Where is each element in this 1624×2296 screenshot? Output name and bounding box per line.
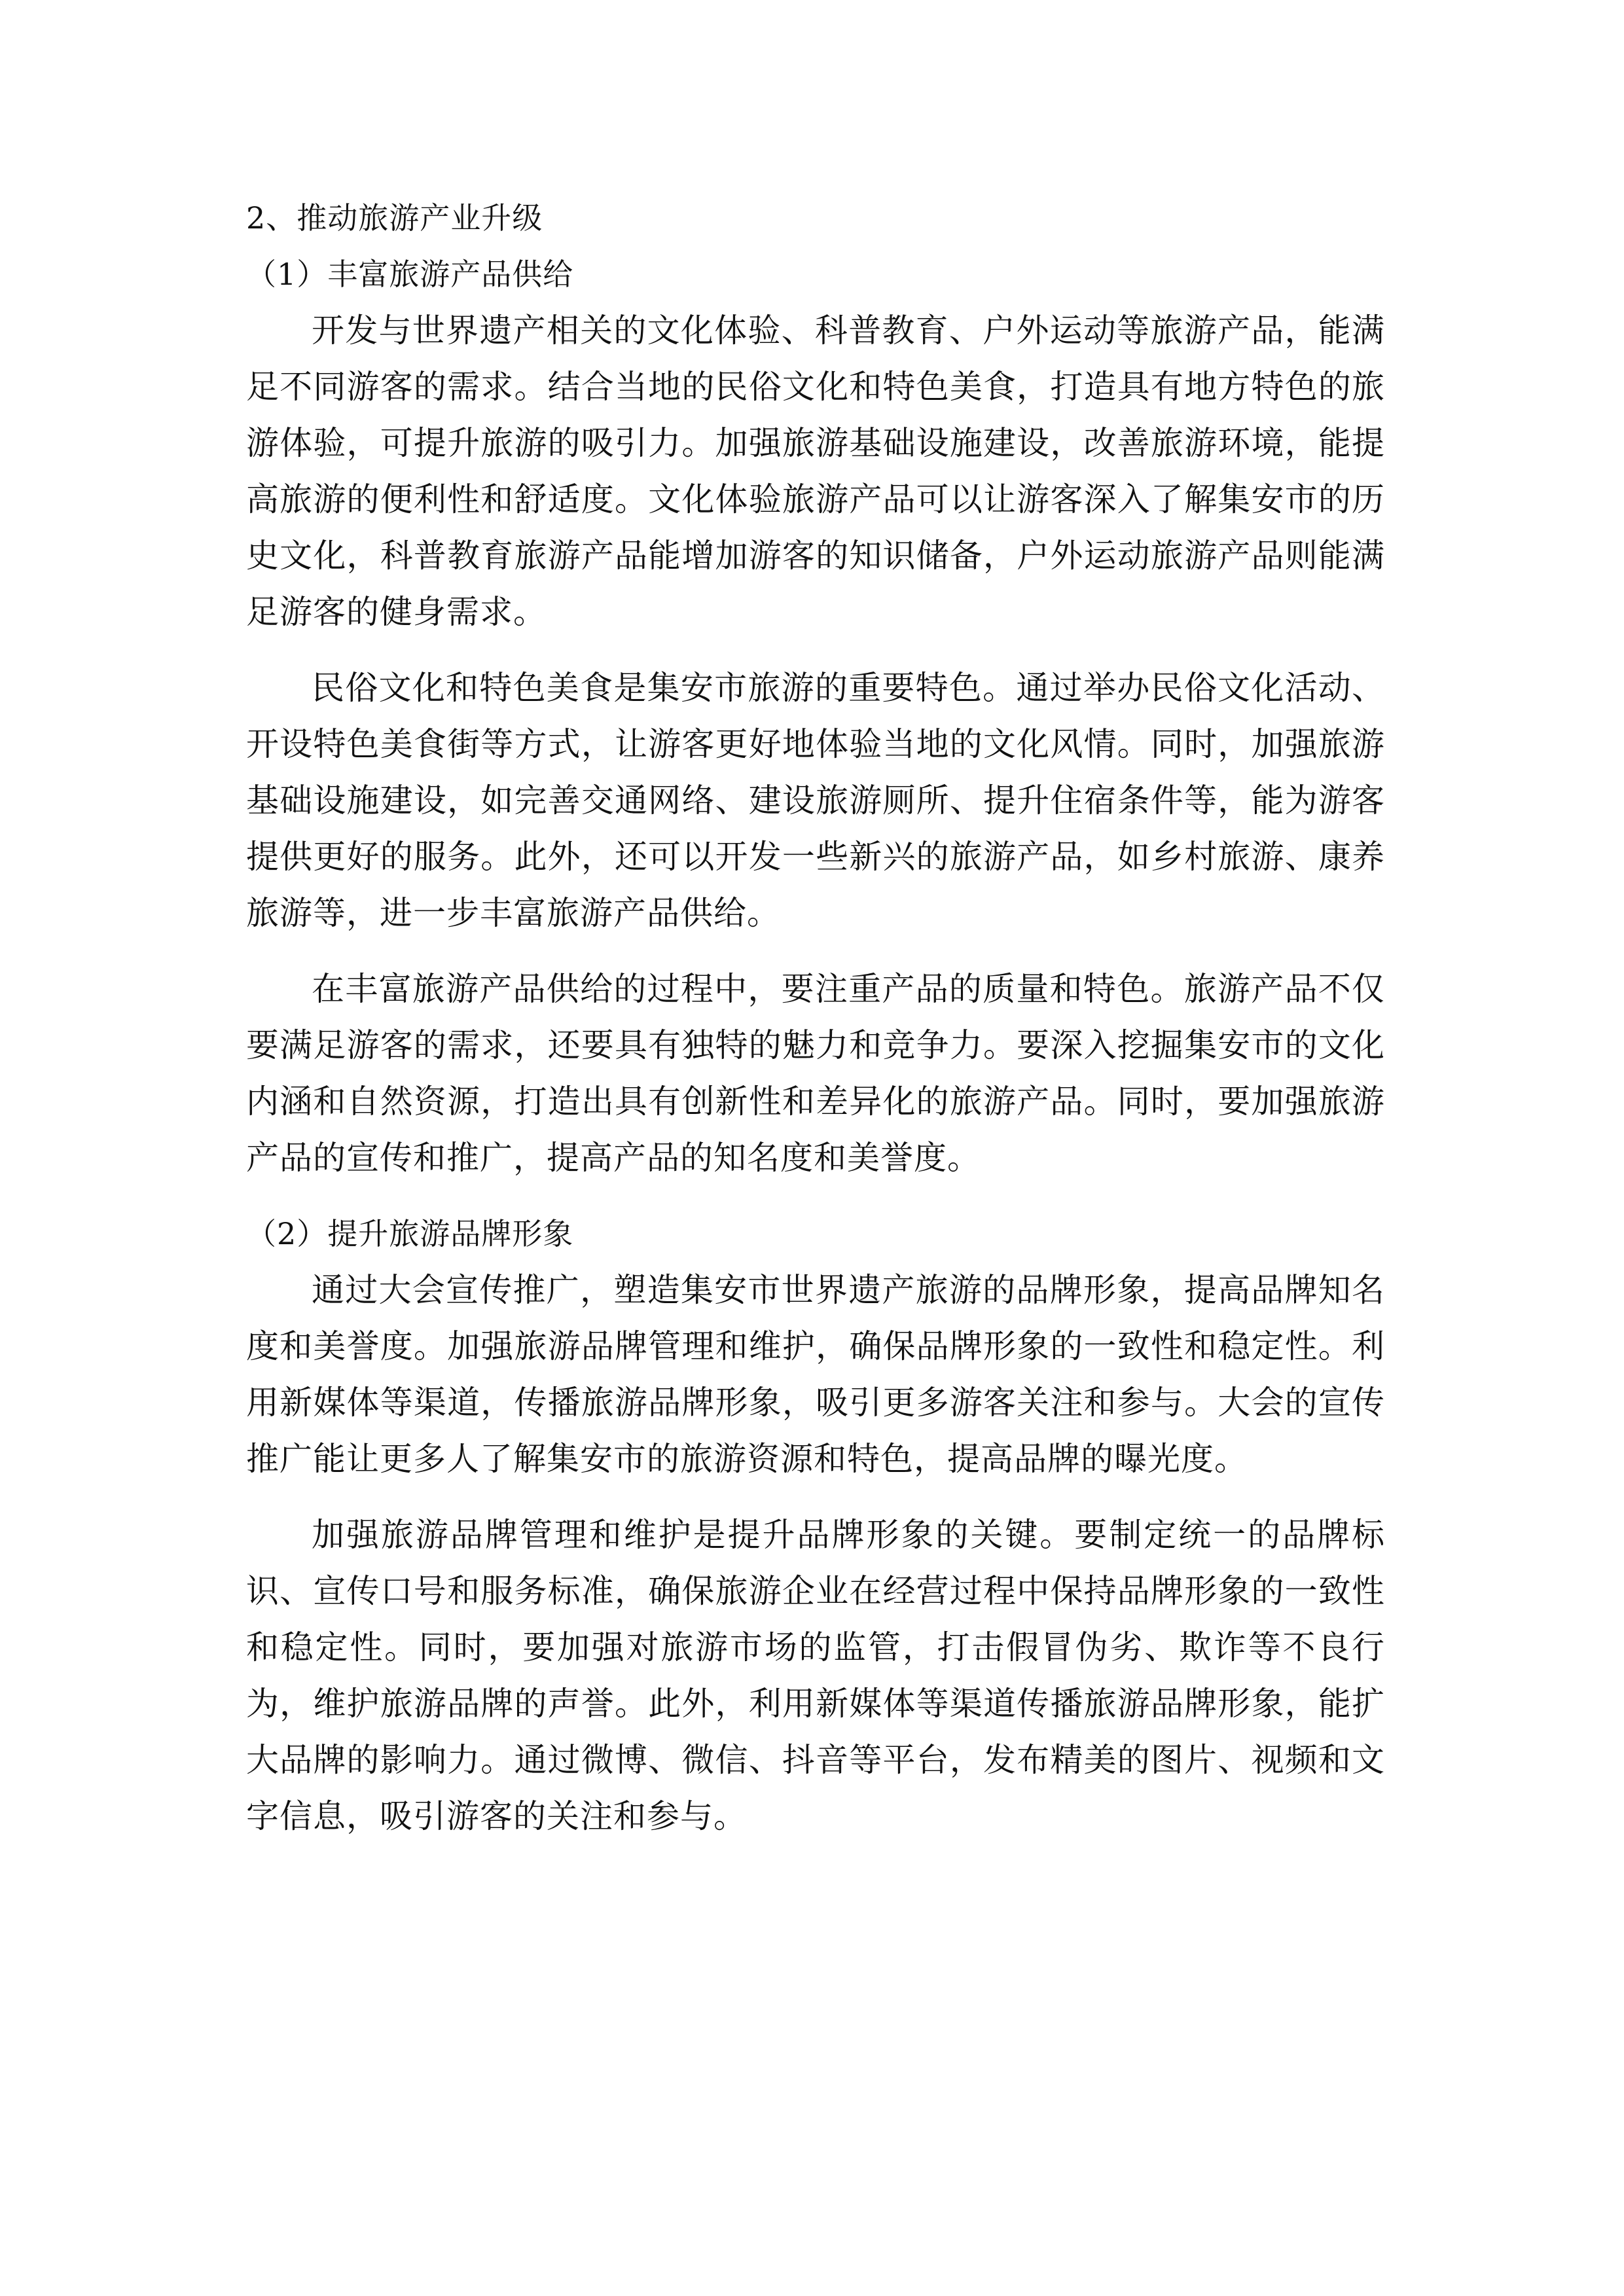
subsection-heading-1: （1）丰富旅游产品供给: [246, 257, 574, 292]
paragraph-2-1: 通过大会宣传推广，塑造集安市世界遗产旅游的品牌形象，提高品牌知名度和美誉度。加强旅游品牌管理和维护，确保品牌形象的一致性和稳定性。利用新媒体等渠道，传播旅游品牌形象，吸引更多游客关注和参与。大会的宣传推广能让更多人了解集安市的旅游资源和特色，提高品牌的曝光度。: [246, 1271, 1385, 1478]
section-heading: 2、推动旅游产业升级: [246, 200, 543, 236]
paragraph-2-2: 加强旅游品牌管理和维护是提升品牌形象的关键。要制定统一的品牌标识、宣传口号和服务标准，确保旅游企业在经营过程中保持品牌形象的一致性和稳定性。同时，要加强对旅游市场的监管，打击假冒伪劣、欺诈等不良行为，维护旅游品牌的声誉。此外，利用新媒体等渠道传播旅游品牌形象，能扩大品牌的影响力。通过微博、微信、抖音等平台，发布精美的图片、视频和文字信息，吸引游客的关注和参与。: [246, 1516, 1385, 1835]
paragraph-1-2: 民俗文化和特色美食是集安市旅游的重要特色。通过举办民俗文化活动、开设特色美食街等方式，让游客更好地体验当地的文化风情。同时，加强旅游基础设施建设，如完善交通网络、建设旅游厕所、提升住宿条件等，能为游客提供更好的服务。此外，还可以开发一些新兴的旅游产品，如乡村旅游、康养旅游等，进一步丰富旅游产品供给。: [246, 669, 1385, 932]
paragraph-1-1: 开发与世界遗产相关的文化体验、科普教育、户外运动等旅游产品，能满足不同游客的需求。结合当地的民俗文化和特色美食，打造具有地方特色的旅游体验，可提升旅游的吸引力。加强旅游基础设施建设，改善旅游环境，能提高旅游的便利性和舒适度。文化体验旅游产品可以让游客深入了解集安市的历史文化，科普教育旅游产品能增加游客的知识储备，户外运动旅游产品则能满足游客的健身需求。: [246, 312, 1385, 631]
subsection-heading-2: （2）提升旅游品牌形象: [246, 1216, 574, 1251]
page-content: [246, 190, 1385, 1864]
paragraph-1-3: 在丰富旅游产品供给的过程中，要注重产品的质量和特色。旅游产品不仅要满足游客的需求，还要具有独特的魅力和竞争力。要深入挖掘集安市的文化内涵和自然资源，打造出具有创新性和差异化的旅游产品。同时，要加强旅游产品的宣传和推广，提高产品的知名度和美誉度。: [246, 970, 1385, 1177]
